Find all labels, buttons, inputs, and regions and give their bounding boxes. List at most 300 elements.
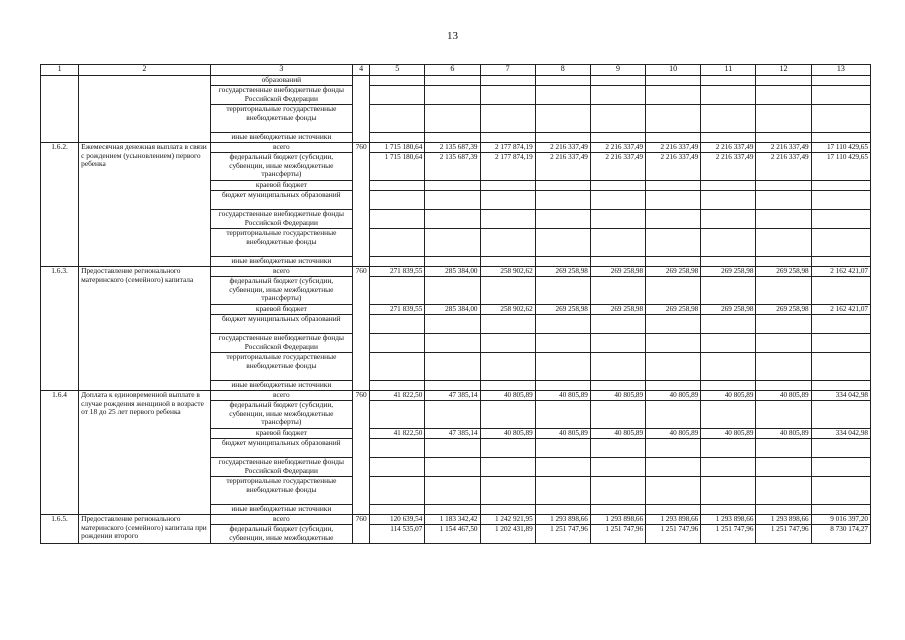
value-cell: 40 805,89: [756, 391, 811, 401]
value-cell: [701, 181, 756, 191]
value-cell: [756, 191, 811, 210]
value-cell: 1 251 747,96: [590, 525, 645, 544]
value-cell: [756, 229, 811, 257]
value-cell: 258 902,62: [480, 267, 535, 277]
value-cell: 40 805,89: [535, 429, 590, 439]
funding-source-cell: иные внебюджетные источники: [210, 505, 353, 515]
column-header: 4: [353, 65, 370, 76]
funding-source-cell: государственные внебюджетные фонды Российской Федерации: [210, 458, 353, 477]
funding-source-cell: территориальные государственные внебюджетные фонды: [210, 353, 353, 381]
code-cell: 760: [353, 515, 370, 544]
funding-source-cell: федеральный бюджет (субсидии, субвенции, иные межбюджетные: [210, 525, 353, 544]
value-cell: [480, 229, 535, 257]
funding-source-cell: краевой бюджет: [210, 429, 353, 439]
value-cell: 269 258,98: [590, 305, 645, 315]
value-cell: [425, 181, 480, 191]
value-cell: [590, 505, 645, 515]
value-cell: 120 639,54: [370, 515, 425, 525]
value-cell: [370, 229, 425, 257]
value-cell: [370, 191, 425, 210]
value-cell: 2 216 337,49: [701, 153, 756, 181]
value-cell: 1 293 898,66: [646, 515, 701, 525]
value-cell: 269 258,98: [701, 305, 756, 315]
value-cell: [646, 505, 701, 515]
item-number-cell: 1.6.3.: [41, 267, 79, 391]
value-cell: 47 385,14: [425, 391, 480, 401]
value-cell: [425, 257, 480, 267]
value-cell: [425, 334, 480, 353]
value-cell: [535, 76, 590, 86]
funding-source-cell: иные внебюджетные источники: [210, 133, 353, 143]
value-cell: [646, 334, 701, 353]
value-cell: 1 715 180,64: [370, 153, 425, 181]
value-cell: [811, 105, 870, 133]
value-cell: [535, 505, 590, 515]
value-cell: [535, 315, 590, 334]
value-cell: 40 805,89: [590, 391, 645, 401]
value-cell: [590, 401, 645, 429]
value-cell: [535, 210, 590, 229]
value-cell: [756, 86, 811, 105]
funding-source-cell: краевой бюджет: [210, 305, 353, 315]
item-name-cell: Предоставление регионального материнского (семейного) капитала: [79, 267, 210, 391]
value-cell: [590, 277, 645, 305]
value-cell: 40 805,89: [480, 429, 535, 439]
value-cell: [756, 353, 811, 381]
value-cell: [811, 353, 870, 381]
value-cell: 1 154 467,50: [425, 525, 480, 544]
column-header: 1: [41, 65, 79, 76]
value-cell: [480, 381, 535, 391]
value-cell: [646, 477, 701, 505]
value-cell: [480, 277, 535, 305]
value-cell: 2 216 337,49: [756, 153, 811, 181]
value-cell: [646, 439, 701, 458]
value-cell: [756, 76, 811, 86]
value-cell: [756, 477, 811, 505]
value-cell: [756, 210, 811, 229]
item-name-cell: Предоставление регионального материнского (семейного) капитала при рождении второго: [79, 515, 210, 544]
column-header: 7: [480, 65, 535, 76]
funding-source-cell: бюджет муниципальных образований: [210, 315, 353, 334]
value-cell: 40 805,89: [480, 391, 535, 401]
value-cell: 334 042,98: [811, 391, 870, 401]
value-cell: [425, 229, 480, 257]
value-cell: [646, 105, 701, 133]
value-cell: [480, 315, 535, 334]
value-cell: [756, 334, 811, 353]
value-cell: [590, 86, 645, 105]
value-cell: [480, 181, 535, 191]
value-cell: [425, 86, 480, 105]
value-cell: [425, 76, 480, 86]
value-cell: [646, 458, 701, 477]
value-cell: 1 293 898,66: [756, 515, 811, 525]
value-cell: [701, 229, 756, 257]
value-cell: 269 258,98: [590, 267, 645, 277]
value-cell: [811, 334, 870, 353]
value-cell: [480, 257, 535, 267]
value-cell: 2 216 337,49: [590, 153, 645, 181]
value-cell: 2 216 337,49: [590, 143, 645, 153]
value-cell: 1 242 921,95: [480, 515, 535, 525]
table-row: [41, 143, 871, 153]
value-cell: [701, 277, 756, 305]
value-cell: [756, 181, 811, 191]
value-cell: [701, 76, 756, 86]
value-cell: [535, 401, 590, 429]
table-row: [41, 391, 871, 401]
value-cell: 1 202 431,89: [480, 525, 535, 544]
value-cell: 47 385,14: [425, 429, 480, 439]
value-cell: [425, 277, 480, 305]
value-cell: 40 805,89: [590, 429, 645, 439]
value-cell: 2 216 337,49: [701, 143, 756, 153]
value-cell: [370, 315, 425, 334]
value-cell: 1 251 747,96: [701, 525, 756, 544]
value-cell: [370, 105, 425, 133]
value-cell: [425, 505, 480, 515]
value-cell: 1 293 898,66: [535, 515, 590, 525]
value-cell: [370, 439, 425, 458]
value-cell: [480, 76, 535, 86]
value-cell: 334 042,98: [811, 429, 870, 439]
funding-source-cell: федеральный бюджет (субсидии, субвенции, иные межбюджетные трансферты): [210, 277, 353, 305]
column-header: 6: [425, 65, 480, 76]
value-cell: 2 135 687,39: [425, 143, 480, 153]
value-cell: [590, 439, 645, 458]
value-cell: 41 822,50: [370, 429, 425, 439]
value-cell: [480, 210, 535, 229]
value-cell: [590, 381, 645, 391]
value-cell: [370, 381, 425, 391]
value-cell: [425, 105, 480, 133]
value-cell: [590, 315, 645, 334]
item-name-cell: [79, 76, 210, 143]
value-cell: 2 216 337,49: [535, 143, 590, 153]
value-cell: [535, 477, 590, 505]
value-cell: [535, 133, 590, 143]
value-cell: [811, 401, 870, 429]
code-cell: 760: [353, 391, 370, 515]
value-cell: [590, 133, 645, 143]
funding-source-cell: территориальные государственные внебюджетные фонды: [210, 477, 353, 505]
value-cell: 8 730 174,27: [811, 525, 870, 544]
value-cell: [590, 229, 645, 257]
value-cell: 2 135 687,39: [425, 153, 480, 181]
value-cell: [370, 133, 425, 143]
value-cell: [370, 86, 425, 105]
value-cell: 1 293 898,66: [701, 515, 756, 525]
funding-source-cell: бюджет муниципальных образований: [210, 439, 353, 458]
budget-table: [40, 64, 871, 544]
value-cell: [646, 229, 701, 257]
value-cell: 2 162 421,07: [811, 267, 870, 277]
value-cell: [701, 477, 756, 505]
value-cell: 2 177 874,19: [480, 153, 535, 181]
value-cell: [701, 86, 756, 105]
funding-source-cell: территориальные государственные внебюджетные фонды: [210, 105, 353, 133]
column-header: 5: [370, 65, 425, 76]
table-row: [41, 515, 871, 525]
value-cell: 285 384,00: [425, 305, 480, 315]
value-cell: [370, 401, 425, 429]
code-cell: [353, 76, 370, 143]
value-cell: [535, 229, 590, 257]
value-cell: [701, 210, 756, 229]
value-cell: [480, 105, 535, 133]
value-cell: [701, 105, 756, 133]
value-cell: 40 805,89: [756, 429, 811, 439]
item-number-cell: 1.6.4: [41, 391, 79, 515]
value-cell: [701, 334, 756, 353]
funding-source-cell: государственные внебюджетные фонды Российской Федерации: [210, 86, 353, 105]
value-cell: [425, 353, 480, 381]
funding-source-cell: федеральный бюджет (субсидии, субвенции, иные межбюджетные трансферты): [210, 401, 353, 429]
value-cell: [425, 133, 480, 143]
value-cell: [370, 353, 425, 381]
value-cell: 40 805,89: [701, 429, 756, 439]
value-cell: [535, 277, 590, 305]
value-cell: 1 715 180,64: [370, 143, 425, 153]
value-cell: [646, 401, 701, 429]
item-name-cell: Доплата к единовременной выплате в случае рождения женщиной в возрасте от 18 до 25 лет первого ребенка: [79, 391, 210, 515]
value-cell: [756, 277, 811, 305]
value-cell: [480, 133, 535, 143]
value-cell: [370, 210, 425, 229]
column-header: 3: [210, 65, 353, 76]
table-body: [41, 76, 871, 544]
value-cell: [811, 229, 870, 257]
column-header: 12: [756, 65, 811, 76]
value-cell: [425, 315, 480, 334]
value-cell: [370, 257, 425, 267]
funding-source-cell: всего: [210, 391, 353, 401]
value-cell: [535, 458, 590, 477]
value-cell: [811, 76, 870, 86]
value-cell: [590, 458, 645, 477]
funding-source-cell: территориальные государственные внебюджетные фонды: [210, 229, 353, 257]
value-cell: 285 384,00: [425, 267, 480, 277]
value-cell: 17 110 429,65: [811, 153, 870, 181]
value-cell: [811, 477, 870, 505]
value-cell: [425, 458, 480, 477]
value-cell: 40 805,89: [535, 391, 590, 401]
column-header: 10: [646, 65, 701, 76]
value-cell: [425, 191, 480, 210]
value-cell: [480, 458, 535, 477]
value-cell: [646, 381, 701, 391]
value-cell: [480, 86, 535, 105]
value-cell: [701, 353, 756, 381]
funding-source-cell: бюджет муниципальных образований: [210, 191, 353, 210]
value-cell: [370, 181, 425, 191]
value-cell: [646, 210, 701, 229]
value-cell: [590, 181, 645, 191]
value-cell: 269 258,98: [756, 267, 811, 277]
value-cell: [480, 353, 535, 381]
value-cell: [590, 353, 645, 381]
value-cell: [811, 181, 870, 191]
value-cell: [535, 439, 590, 458]
value-cell: 40 805,89: [646, 429, 701, 439]
value-cell: [646, 181, 701, 191]
value-cell: 269 258,98: [756, 305, 811, 315]
value-cell: [370, 76, 425, 86]
value-cell: 9 016 397,20: [811, 515, 870, 525]
value-cell: [370, 458, 425, 477]
value-cell: 2 162 421,07: [811, 305, 870, 315]
funding-source-cell: всего: [210, 267, 353, 277]
value-cell: [425, 477, 480, 505]
funding-source-cell: всего: [210, 515, 353, 525]
value-cell: 40 805,89: [646, 391, 701, 401]
value-cell: [425, 439, 480, 458]
value-cell: [811, 191, 870, 210]
value-cell: [425, 210, 480, 229]
value-cell: [811, 458, 870, 477]
code-cell: 760: [353, 143, 370, 267]
value-cell: [590, 105, 645, 133]
funding-source-cell: иные внебюджетные источники: [210, 257, 353, 267]
value-cell: 2 216 337,49: [646, 153, 701, 181]
value-cell: [701, 257, 756, 267]
value-cell: [590, 210, 645, 229]
value-cell: [646, 191, 701, 210]
value-cell: [535, 334, 590, 353]
value-cell: [756, 315, 811, 334]
funding-source-cell: федеральный бюджет (субсидии, субвенции, иные межбюджетные трансферты): [210, 153, 353, 181]
value-cell: [535, 257, 590, 267]
value-cell: [535, 181, 590, 191]
value-cell: 1 183 342,42: [425, 515, 480, 525]
value-cell: [756, 105, 811, 133]
code-cell: 760: [353, 267, 370, 391]
value-cell: [701, 458, 756, 477]
value-cell: [701, 133, 756, 143]
value-cell: [811, 133, 870, 143]
value-cell: 269 258,98: [535, 305, 590, 315]
value-cell: [480, 191, 535, 210]
value-cell: [535, 105, 590, 133]
item-number-cell: 1.6.2.: [41, 143, 79, 267]
table-row: [41, 76, 871, 86]
value-cell: [756, 257, 811, 267]
value-cell: [535, 86, 590, 105]
value-cell: [811, 439, 870, 458]
value-cell: 269 258,98: [701, 267, 756, 277]
value-cell: 17 110 429,65: [811, 143, 870, 153]
value-cell: [811, 381, 870, 391]
value-cell: [646, 315, 701, 334]
value-cell: [701, 439, 756, 458]
column-header: 8: [535, 65, 590, 76]
value-cell: [756, 133, 811, 143]
column-header: 11: [701, 65, 756, 76]
value-cell: 2 216 337,49: [535, 153, 590, 181]
value-cell: 1 251 747,96: [646, 525, 701, 544]
value-cell: [370, 505, 425, 515]
value-cell: [811, 315, 870, 334]
value-cell: 2 216 337,49: [646, 143, 701, 153]
value-cell: [646, 353, 701, 381]
value-cell: 1 251 747,96: [535, 525, 590, 544]
value-cell: [701, 381, 756, 391]
funding-source-cell: государственные внебюджетные фонды Российской Федерации: [210, 334, 353, 353]
value-cell: [535, 381, 590, 391]
column-header: 13: [811, 65, 870, 76]
item-name-cell: Ежемесячная денежная выплата в связи с рождением (усыновлением) первого ребенка: [79, 143, 210, 267]
value-cell: [370, 277, 425, 305]
value-cell: 2 177 874,19: [480, 143, 535, 153]
value-cell: [480, 477, 535, 505]
value-cell: [480, 401, 535, 429]
funding-source-cell: образований: [210, 76, 353, 86]
value-cell: [535, 191, 590, 210]
value-cell: [811, 505, 870, 515]
value-cell: 271 839,55: [370, 305, 425, 315]
funding-source-cell: всего: [210, 143, 353, 153]
value-cell: [756, 401, 811, 429]
value-cell: [811, 210, 870, 229]
table-row: [41, 267, 871, 277]
value-cell: 269 258,98: [646, 267, 701, 277]
value-cell: [590, 334, 645, 353]
value-cell: [646, 133, 701, 143]
funding-source-cell: иные внебюджетные источники: [210, 381, 353, 391]
value-cell: 1 293 898,66: [590, 515, 645, 525]
value-cell: [701, 401, 756, 429]
header-row: [41, 65, 871, 76]
value-cell: [370, 477, 425, 505]
value-cell: [590, 477, 645, 505]
funding-source-cell: государственные внебюджетные фонды Российской Федерации: [210, 210, 353, 229]
value-cell: [756, 458, 811, 477]
value-cell: [480, 334, 535, 353]
value-cell: [646, 86, 701, 105]
value-cell: [756, 505, 811, 515]
value-cell: [590, 76, 645, 86]
value-cell: [646, 76, 701, 86]
value-cell: [811, 86, 870, 105]
value-cell: 258 902,62: [480, 305, 535, 315]
value-cell: 269 258,98: [646, 305, 701, 315]
value-cell: 2 216 337,49: [756, 143, 811, 153]
value-cell: 41 822,50: [370, 391, 425, 401]
value-cell: [811, 257, 870, 267]
value-cell: [646, 277, 701, 305]
value-cell: [701, 505, 756, 515]
value-cell: 269 258,98: [535, 267, 590, 277]
page-number: 13: [447, 30, 458, 42]
value-cell: [480, 505, 535, 515]
value-cell: [425, 401, 480, 429]
value-cell: [811, 277, 870, 305]
value-cell: [535, 353, 590, 381]
item-number-cell: [41, 76, 79, 143]
item-number-cell: 1.6.5.: [41, 515, 79, 544]
value-cell: [701, 191, 756, 210]
value-cell: [370, 334, 425, 353]
value-cell: [590, 191, 645, 210]
value-cell: [425, 381, 480, 391]
value-cell: [480, 439, 535, 458]
column-header: 2: [79, 65, 210, 76]
value-cell: [590, 257, 645, 267]
value-cell: 40 805,89: [701, 391, 756, 401]
value-cell: [756, 381, 811, 391]
value-cell: [701, 315, 756, 334]
